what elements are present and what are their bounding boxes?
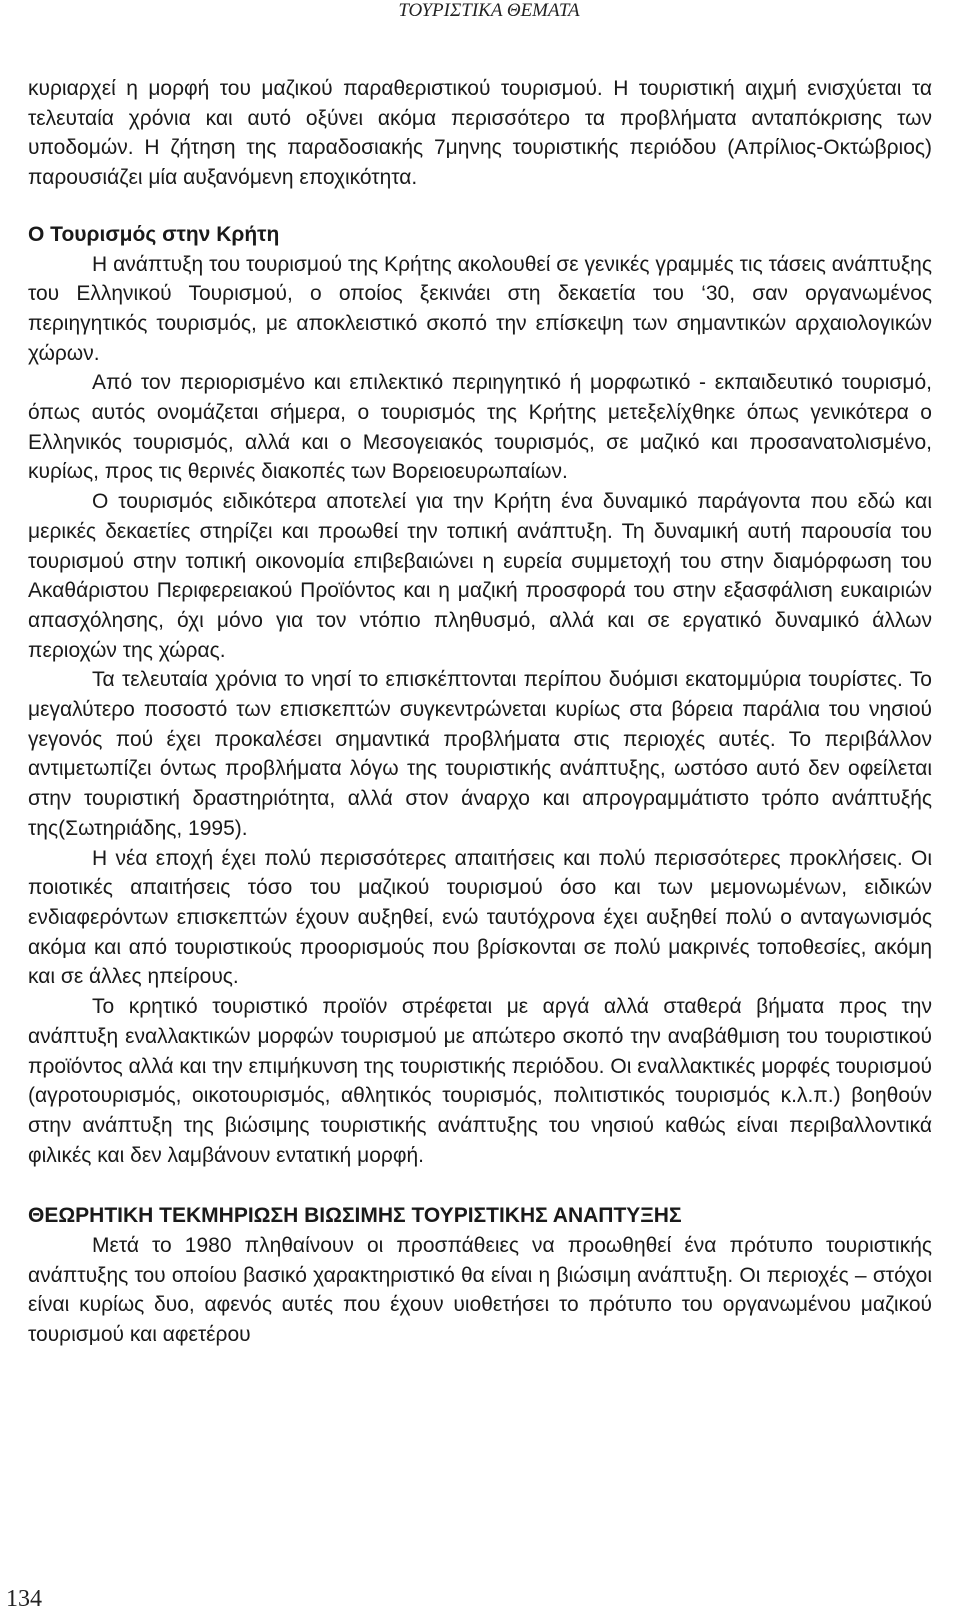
- section-heading-tourism-crete: Ο Τουρισμός στην Κρήτη: [28, 222, 280, 246]
- paragraph: Ο τουρισμός ειδικότερα αποτελεί για την Κρήτη ένα δυναμικό παράγοντα που εδώ και μερικές δεκαετίες στηρίζει και προωθεί την τοπική ανάπτυξη. Τη δυναμική αυτή παρουσία του τουρισμού στην τοπική οικονομία επιβεβαιώνει η ευρεία συμμετοχή του στην διαμόρφωση του Ακαθάριστου Περιφερειακού Προϊόντος και η μαζική προσφορά του στην εξασφάλιση ευκαιριών απασχόλησης, όχι μόνο για τον ντόπιο πληθυσμό, αλλά και σε εργατικό δυναμικό άλλων περιοχών της χώρας.: [28, 490, 932, 662]
- section-heading-sustainable-development: ΘΕΩΡΗΤΙΚΗ ΤΕΚΜΗΡΙΩΣΗ ΒΙΩΣΙΜΗΣ ΤΟΥΡΙΣΤΙΚΗΣ ΑΝΑΠΤΥΞΗΣ: [28, 1204, 682, 1228]
- paragraph: Από τον περιορισμένο και επιλεκτικό περιηγητικό ή μορφωτικό - εκπαιδευτικό τουρισμό, όπως αυτός ονομάζεται σήμερα, ο τουρισμός της Κρήτης μετεξελίχθηκε όπως γενικότερα ο Ελληνικός τουρισμός, αλλά και ο Μεσογειακός τουρισμός, σε μαζικό και προσανατολισμένο, κυρίως, προς τις θερινές διακοπές των Βορειοευρωπαίων.: [28, 371, 932, 484]
- intro-paragraph: κυριαρχεί η μορφή του μαζικού παραθεριστικού τουρισμού. Η τουριστική αιχμή ενισχύεται τα τελευταία χρόνια και αυτό οξύνει ακόμα περισσότερο τα προβλήματα ανταπόκρισης των υποδομών. Η ζήτηση της παραδοσιακής 7μηνης τουριστικής περιόδου (Απρίλιος-Οκτώβριος) παρουσιάζει μία αυξανόμενη εποχικότητα.: [28, 77, 932, 190]
- paragraph: Η νέα εποχή έχει πολύ περισσότερες απαιτήσεις και πολύ περισσότερες προκλήσεις. Οι ποιοτικές απαιτήσεις τόσο του μαζικού τουρισμού όσο και των μεμονωμένων, ειδικών ενδιαφερόντων επισκεπτών έχουν αυξηθεί, ενώ ταυτόχρονα έχει αυξηθεί πολύ ο ανταγωνισμός ακόμα και από τουριστικούς προορισμούς που βρίσκονται σε πολύ μακρινές τοποθεσίες, ακόμη και σε άλλες ηπείρους.: [28, 846, 932, 989]
- document-body: [28, 74, 932, 1350]
- running-header: ΤΟΥΡΙΣΤΙΚΑ ΘΕΜΑΤΑ: [398, 0, 580, 21]
- paragraph: Τα τελευταία χρόνια το νησί το επισκέπτονται περίπου δυόμισι εκατομμύρια τουρίστες. Το μεγαλύτερο ποσοστό των επισκεπτών συγκεντρώνεται κυρίως στα βόρεια παράλια του νησιού γεγονός πού έχει προκαλέσει σημαντικά προβλήματα στις περιοχές αυτές. Το περιβάλλον αντιμετωπίζει όντως προβλήματα λόγω της τουριστικής ανάπτυξης, ωστόσο αυτό δεν οφείλεται στην τουριστική δραστηριότητα, αλλά στον άναρχο και απρογραμμάτιστο τρόπο ανάπτυξής της(Σωτηριάδης, 1995).: [28, 668, 932, 840]
- paragraph: Το κρητικό τουριστικό προϊόν στρέφεται με αργά αλλά σταθερά βήματα προς την ανάπτυξη εναλλακτικών μορφών τουρισμού με απώτερο σκοπό την αναβάθμιση του τουριστικού προϊόντος αλλά και την επιμήκυνση της τουριστικής περιόδου. Οι εναλλακτικές μορφές τουρισμού (αγροτουρισμός, οικοτουρισμός, αθλητικός τουρισμός, πολιτιστικός τουρισμός κ.λ.π.) βοηθούν στην ανάπτυξη της βιώσιμης τουριστικής ανάπτυξης του νησιού καθώς είναι περιβαλλοντικά φιλικές και δεν λαμβάνουν εντατική μορφή.: [28, 995, 932, 1167]
- paragraph: Η ανάπτυξη του τουρισμού της Κρήτης ακολουθεί σε γενικές γραμμές τις τάσεις ανάπτυξης του Ελληνικού Τουρισμού, ο οποίος ξεκινάει στη δεκαετία του ‘30, σαν οργανωμένος περιηγητικός τουρισμός, με αποκλειστικό σκοπό την επίσκεψη των σημαντικών αρχαιολογικών χώρων.: [28, 252, 932, 365]
- page-number: 134: [6, 1586, 42, 1612]
- paragraph: Μετά το 1980 πληθαίνουν οι προσπάθειες να προωθηθεί ένα πρότυπο τουριστικής ανάπτυξης του οποίου βασικό χαρακτηριστικό θα είναι η βιώσιμη ανάπτυξη. Οι περιοχές – στόχοι είναι κυρίως δυο, αφενός αυτές που έχουν υιοθετήσει το πρότυπο του οργανωμένου μαζικού τουρισμού και αφετέρου: [28, 1234, 932, 1347]
- section-spacer: [28, 193, 932, 220]
- section-spacer: [28, 1170, 932, 1201]
